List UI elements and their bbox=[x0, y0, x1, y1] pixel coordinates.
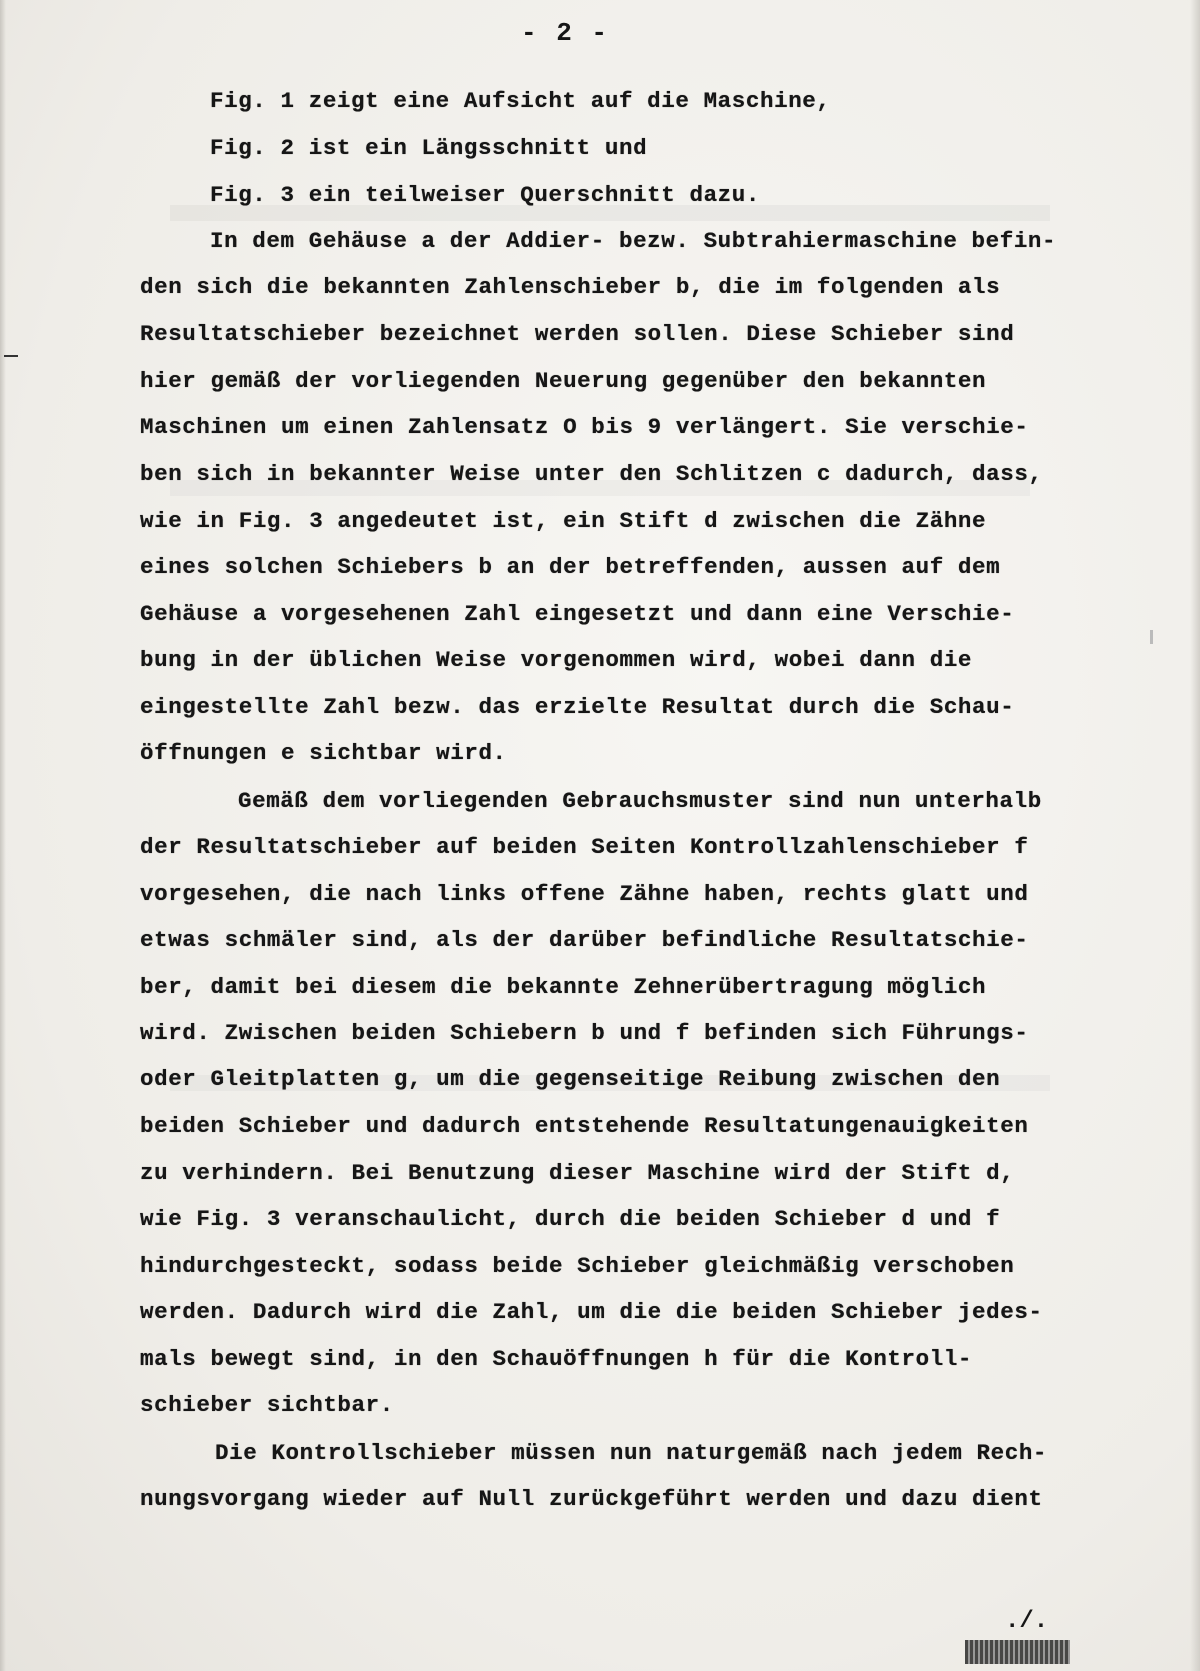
text-line: Gehäuse a vorgesehenen Zahl eingesetzt und dann eine Verschie- bbox=[140, 601, 1015, 627]
text-line: öffnungen e sichtbar wird. bbox=[140, 740, 507, 766]
text-line: ben sich in bekannter Weise unter den Schlitzen c dadurch, dass, bbox=[140, 461, 1043, 487]
text-line: eingestellte Zahl bezw. das erzielte Resultat durch die Schau- bbox=[140, 694, 1015, 720]
text-line: bung in der üblichen Weise vorgenommen wird, wobei dann die bbox=[140, 647, 973, 673]
text-line: Resultatschieber bezeichnet werden sollen. Diese Schieber sind bbox=[140, 321, 1015, 347]
page-number: - 2 - bbox=[520, 18, 609, 48]
text-line: schieber sichtbar. bbox=[140, 1392, 394, 1418]
text-line: nungsvorgang wieder auf Null zurückgeführt werden und dazu dient bbox=[140, 1486, 1043, 1512]
text-line: Die Kontrollschieber müssen nun naturgemäß nach jedem Rech- bbox=[215, 1440, 1048, 1466]
scan-edge-right bbox=[1190, 0, 1200, 1671]
text-line: mals bewegt sind, in den Schauöffnungen h für die Kontroll- bbox=[140, 1346, 973, 1372]
text-line: Fig. 2 ist ein Längsschnitt und bbox=[210, 135, 648, 161]
text-line: Fig. 3 ein teilweiser Querschnitt dazu. bbox=[210, 182, 760, 208]
text-line: Maschinen um einen Zahlensatz O bis 9 verlängert. Sie verschie- bbox=[140, 414, 1029, 440]
text-line: Fig. 1 zeigt eine Aufsicht auf die Maschine, bbox=[210, 88, 831, 114]
text-line: werden. Dadurch wird die Zahl, um die die beiden Schieber jedes- bbox=[140, 1299, 1043, 1325]
text-line: zu verhindern. Bei Benutzung dieser Maschine wird der Stift d, bbox=[140, 1160, 1015, 1186]
text-line: etwas schmäler sind, als der darüber befindliche Resultatschie- bbox=[140, 927, 1029, 953]
text-line: vorgesehen, die nach links offene Zähne haben, rechts glatt und bbox=[140, 881, 1029, 907]
scan-edge-left bbox=[0, 0, 6, 1671]
scan-stamp-mark bbox=[965, 1640, 1070, 1664]
text-line: wie in Fig. 3 angedeutet ist, ein Stift d zwischen die Zähne bbox=[140, 508, 987, 534]
margin-mark bbox=[1150, 630, 1153, 644]
text-line: hindurchgesteckt, sodass beide Schieber gleichmäßig verschoben bbox=[140, 1253, 1015, 1279]
text-line: hier gemäß der vorliegenden Neuerung gegenüber den bekannten bbox=[140, 368, 987, 394]
text-line: der Resultatschieber auf beiden Seiten Kontrollzahlenschieber f bbox=[140, 834, 1029, 860]
text-line: Gemäß dem vorliegenden Gebrauchsmuster sind nun unterhalb bbox=[238, 788, 1042, 814]
margin-mark bbox=[4, 355, 18, 357]
text-line: beiden Schieber und dadurch entstehende Resultatungenauigkeiten bbox=[140, 1113, 1029, 1139]
text-line: In dem Gehäuse a der Addier- bezw. Subtrahiermaschine befin- bbox=[210, 228, 1057, 254]
continuation-mark: ./. bbox=[1005, 1608, 1049, 1635]
text-line: ber, damit bei diesem die bekannte Zehnerübertragung möglich bbox=[140, 974, 987, 1000]
text-line: eines solchen Schiebers b an der betreffenden, aussen auf dem bbox=[140, 554, 1001, 580]
text-line: wie Fig. 3 veranschaulicht, durch die beiden Schieber d und f bbox=[140, 1206, 1001, 1232]
text-line: den sich die bekannten Zahlenschieber b, die im folgenden als bbox=[140, 274, 1001, 300]
text-line: oder Gleitplatten g, um die gegenseitige Reibung zwischen den bbox=[140, 1066, 1001, 1092]
text-line: wird. Zwischen beiden Schiebern b und f befinden sich Führungs- bbox=[140, 1020, 1029, 1046]
